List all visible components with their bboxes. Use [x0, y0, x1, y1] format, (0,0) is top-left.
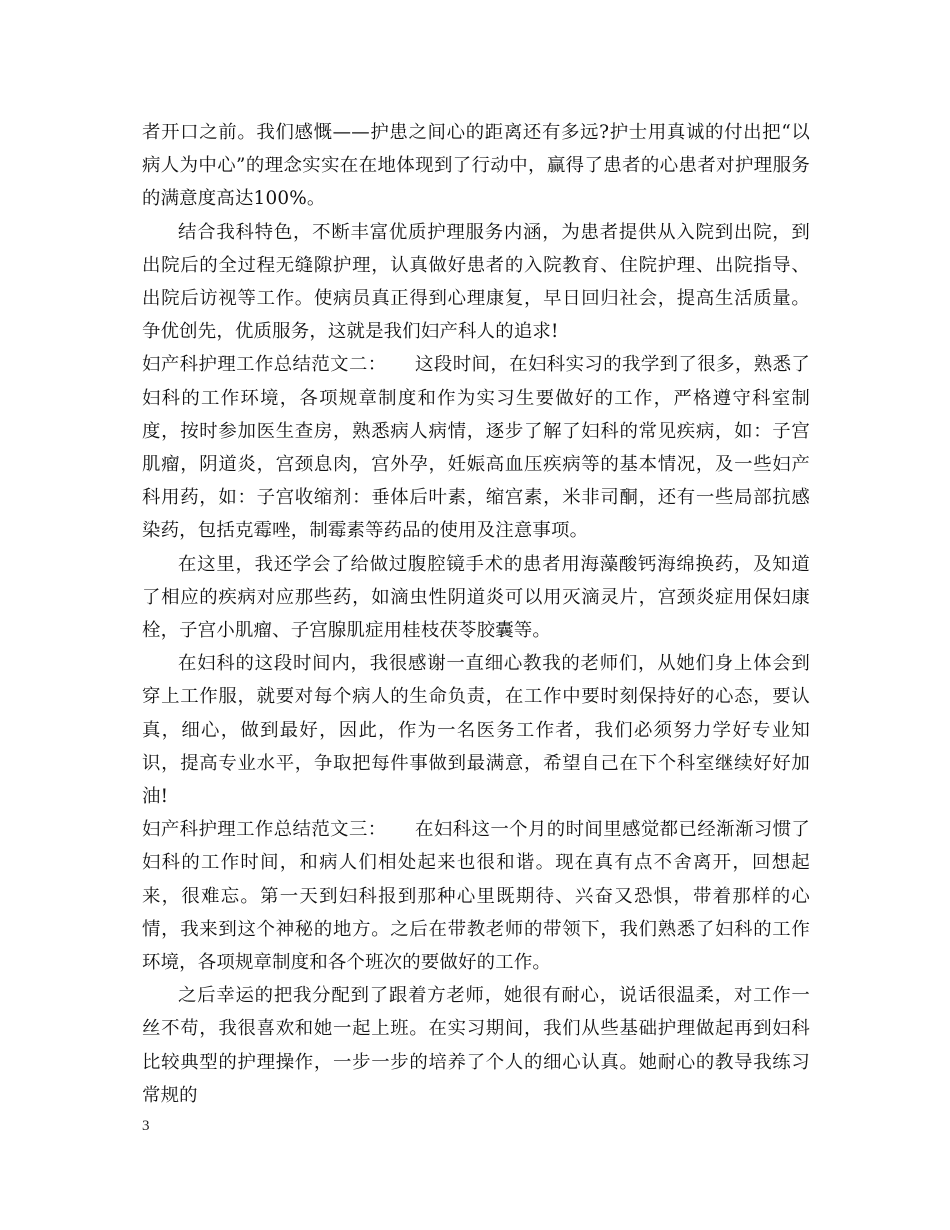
page-number: 3: [142, 1118, 150, 1134]
paragraph-continued: 者开口之前。我们感慨——护患之间心的距离还有多远?护士用真诚的付出把“以病人为中心”的理念实实在在地体现到了行动中，赢得了患者的心患者对护理服务的满意度高达100%。: [142, 122, 810, 210]
paragraph-gratitude: 在妇科的这段时间内，我很感谢一直细心教我的老师们，从她们身上体会到穿上工作服，就要对每个病人的生命负责，在工作中要时刻保持好的心态，要认真，细心，做到最好，因此，作为一名医务工作者，我们必须努力学好专业知识，提高专业水平，争取把每件事做到最满意，希望自己在下个科室继续好好加油!: [142, 653, 810, 808]
paragraph-laparoscopy: 在这里，我还学会了给做过腹腔镜手术的患者用海藻酸钙海绵换药，及知道了相应的疾病对应那些药，如滴虫性阴道炎可以用灭滴灵片，宫颈炎症用保妇康栓，子宫小肌瘤、子宫腺肌症用桂枝茯苓胶囊等。: [142, 553, 810, 642]
document-body: [142, 116, 810, 1112]
paragraph-department-features: 结合我科特色，不断丰富优质护理服务内涵，为患者提供从入院到出院，到出院后的全过程无缝隙护理，认真做好患者的入院教育、住院护理、出院指导、出院后访视等工作。使病员真正得到心理康复，早日回归社会，提高生活质量。争优创先，优质服务，这就是我们妇产科人的追求!: [142, 221, 810, 343]
paragraph-sample-three: 妇产科护理工作总结范文三： 在妇科这一个月的时间里感觉都已经渐渐习惯了妇科的工作时间，和病人们相处起来也很和谐。现在真有点不舍离开，回想起来，很难忘。第一天到妇科报到那种心里既期待、兴奋又恐惧，带着那样的心情，我来到这个神秘的地方。之后在带教老师的带领下，我们熟悉了妇科的工作环境，各项规章制度和各个班次的要做好的工作。: [142, 819, 810, 974]
paragraph-sample-two: 妇产科护理工作总结范文二： 这段时间，在妇科实习的我学到了很多，熟悉了妇科的工作环境，各项规章制度和作为实习生要做好的工作，严格遵守科室制度，按时参加医生查房，熟悉病人病情，逐步了解了妇科的常见疾病，如：子宫肌瘤，阴道炎，宫颈息肉，宫外孕，妊娠高血压疾病等的基本情况，及一些妇产科用药，如：子宫收缩剂：垂体后叶素，缩宫素，米非司酮，还有一些局部抗感染药，包括克霉唑，制霉素等药品的使用及注意事项。: [142, 354, 810, 542]
paragraph-teacher-fang: 之后幸运的把我分配到了跟着方老师，她很有耐心，说话很温柔，对工作一丝不苟，我很喜欢和她一起上班。在实习期间，我们从些基础护理做起再到妇科比较典型的护理操作，一步一步的培养了个人的细心认真。她耐心的教导我练习常规的: [142, 985, 810, 1106]
